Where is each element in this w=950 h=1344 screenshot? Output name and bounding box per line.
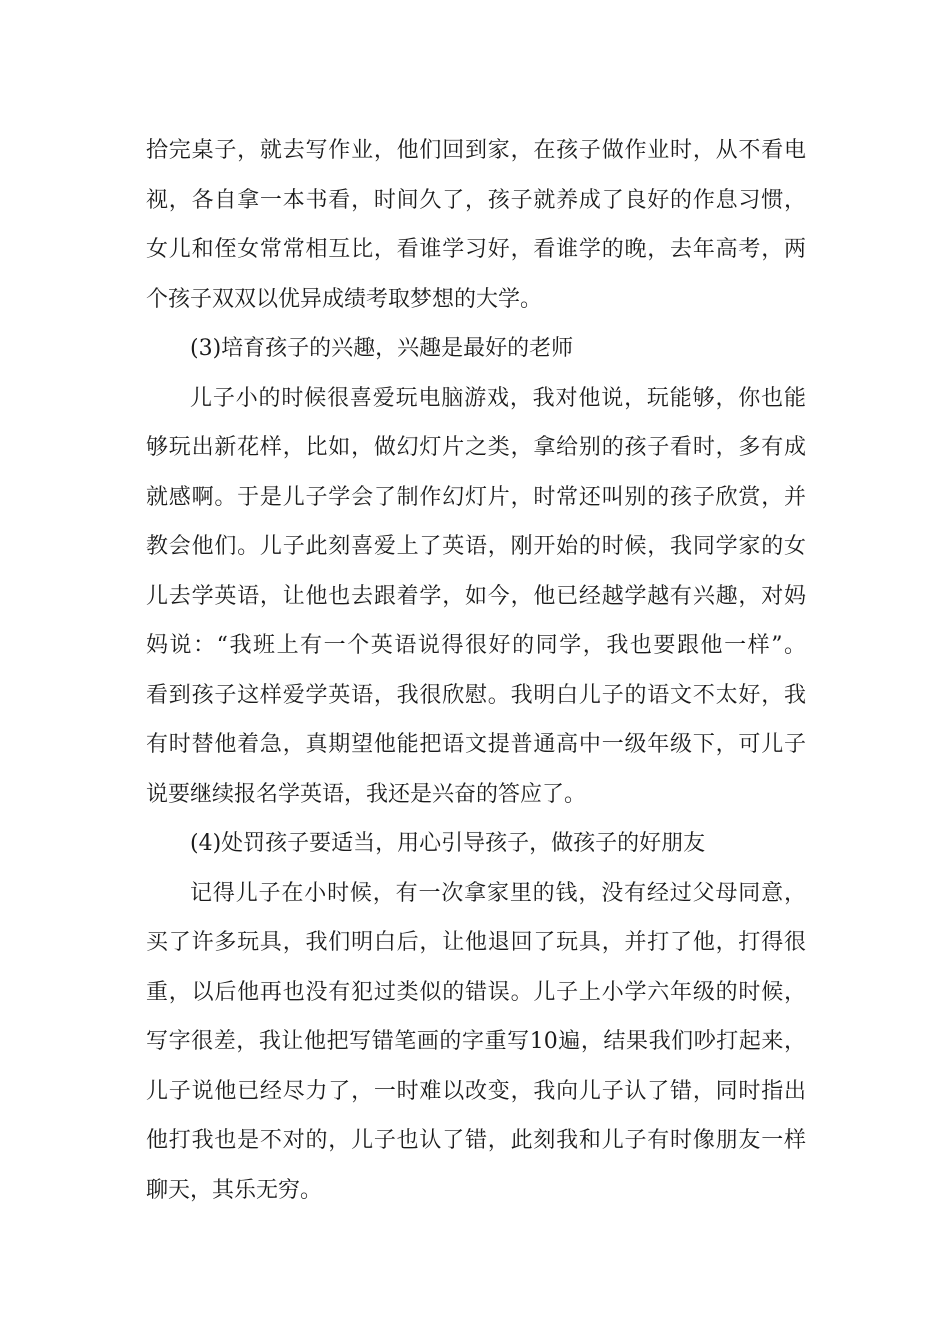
text-line: 写字很差，我让他把写错笔画的字重写10遍，结果我们吵打起来， [146, 1029, 806, 1054]
text-line: 有时替他着急，真期望他能把语文提普通高中一级年级下，可儿子 [146, 732, 806, 757]
text-line: 说要继续报名学英语，我还是兴奋的答应了。 [146, 781, 587, 807]
heading-line: (3)培育孩子的兴趣，兴趣是最好的老师 [190, 336, 574, 361]
text-line: 买了许多玩具，我们明白后，让他退回了玩具，并打了他，打得很 [146, 930, 806, 955]
text-line: 儿去学英语，让他也去跟着学，如今，他已经越学越有兴趣，对妈 [146, 583, 806, 609]
text-line: 记得儿子在小时候，有一次拿家里的钱，没有经过父母同意， [190, 880, 806, 906]
text-line: 教会他们。儿子此刻喜爱上了英语，刚开始的时候，我同学家的女 [146, 534, 806, 559]
text-line: 拾完桌子，就去写作业，他们回到家，在孩子做作业时，从不看电 [146, 138, 806, 163]
text-line: 女儿和侄女常常相互比，看谁学习好，看谁学的晚，去年高考，两 [146, 237, 806, 262]
section-heading-4 [146, 819, 806, 869]
text-line: 重，以后他再也没有犯过类似的错误。儿子上小学六年级的时候， [146, 979, 806, 1005]
text-line: 够玩出新花样，比如，做幻灯片之类，拿给别的孩子看时，多有成 [146, 435, 806, 460]
text-line: 儿子小的时候很喜爱玩电脑游戏，我对他说，玩能够，你也能 [190, 385, 806, 411]
document-page [146, 126, 806, 1215]
text-line: 看到孩子这样爱学英语，我很欣慰。我明白儿子的语文不太好，我 [146, 682, 806, 708]
text-line: 妈说：“我班上有一个英语说得很好的同学，我也要跟他一样”。 [146, 633, 806, 658]
text-line: 儿子说他已经尽力了，一时难以改变，我向儿子认了错，同时指出 [146, 1078, 806, 1104]
text-line: 视，各自拿一本书看，时间久了，孩子就养成了良好的作息习惯， [146, 187, 806, 213]
text-line: 就感啊。于是儿子学会了制作幻灯片，时常还叫别的孩子欣赏，并 [146, 484, 806, 510]
paragraph-discipline [146, 869, 806, 1216]
paragraph-habits-continued [146, 126, 806, 324]
section-heading-3 [146, 324, 806, 374]
text-line: 个孩子双双以优异成绩考取梦想的大学。 [146, 286, 543, 312]
text-line: 他打我也是不对的，儿子也认了错，此刻我和儿子有时像朋友一样 [146, 1128, 806, 1153]
heading-line: (4)处罚孩子要适当，用心引导孩子，做孩子的好朋友 [190, 831, 706, 856]
text-line: 聊天，其乐无穷。 [146, 1177, 323, 1203]
paragraph-interest [146, 374, 806, 820]
